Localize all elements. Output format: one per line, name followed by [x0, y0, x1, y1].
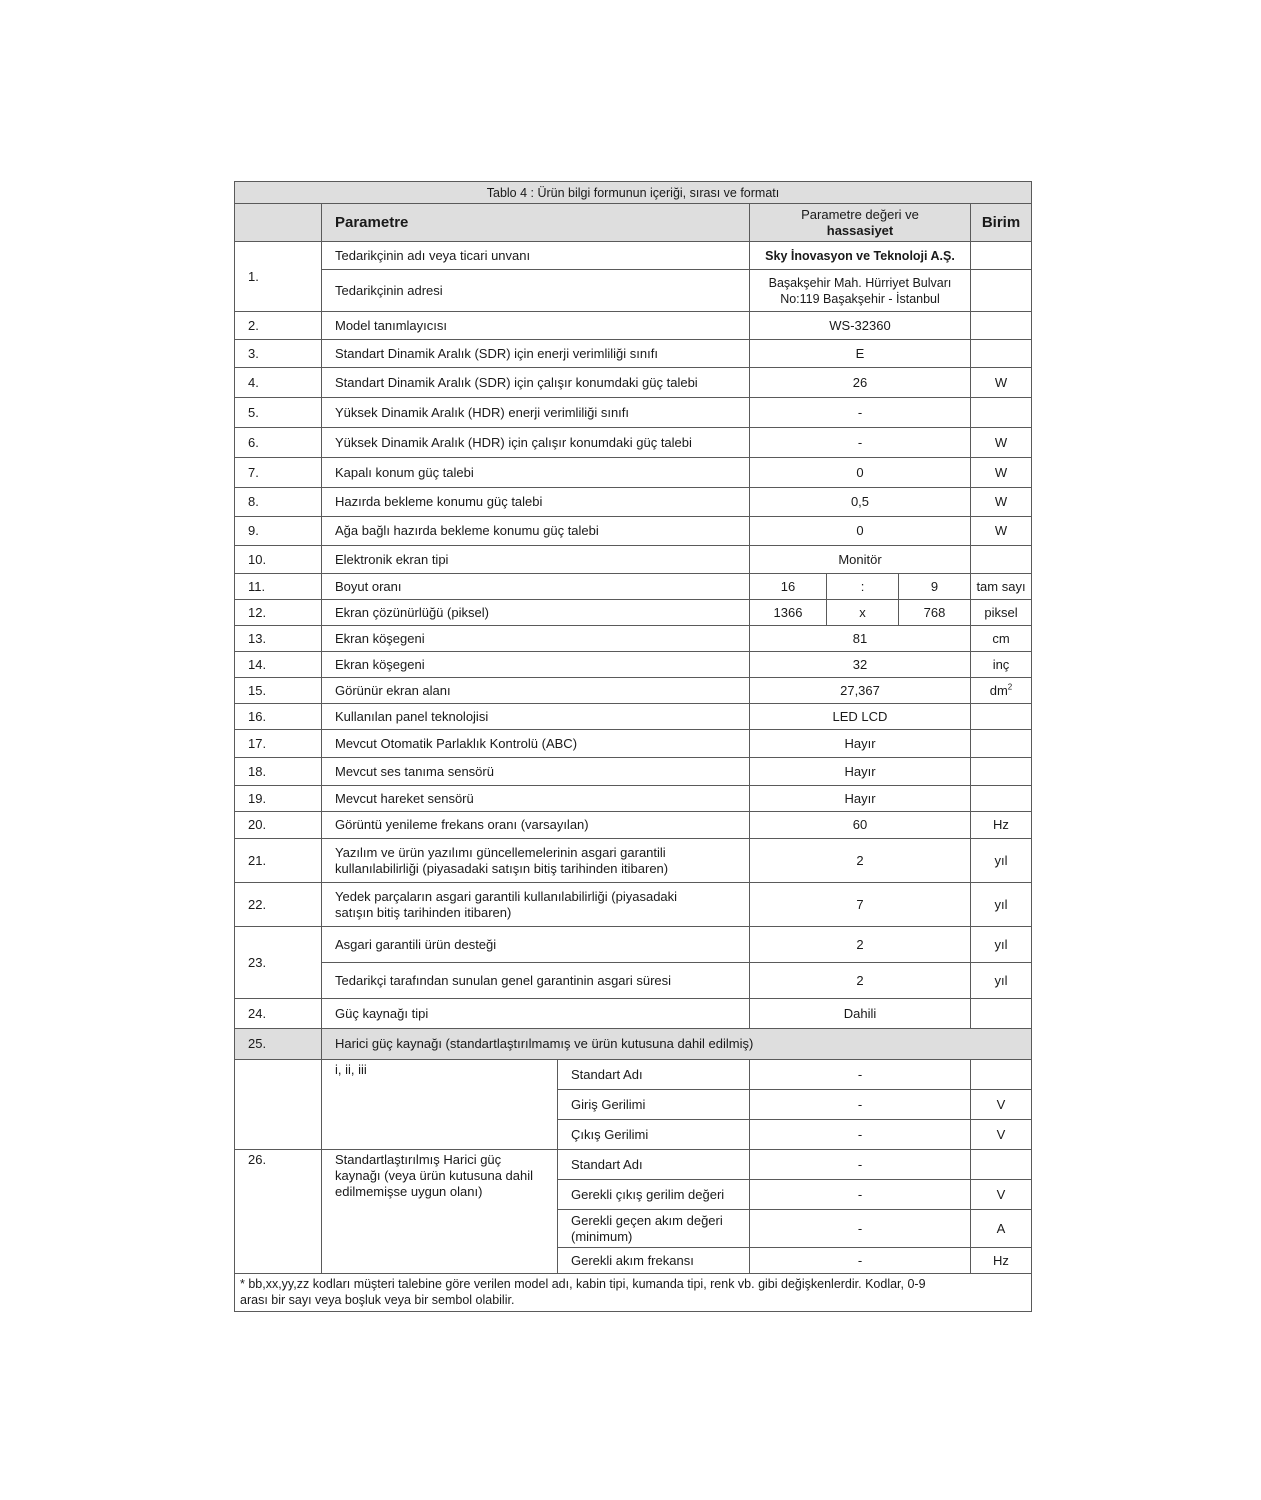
table-row: [235, 488, 1032, 517]
row-parameter: Gerekli çıkış gerilim değeri: [558, 1180, 750, 1210]
table-row: [235, 963, 1032, 999]
row-parameter-line1: Yazılım ve ürün yazılımı güncellemelerinin asgari garantili: [335, 844, 666, 860]
footnote-line2: arası bir sayı veya boşluk veya bir sembol olabilir.: [240, 1293, 515, 1307]
row-parameter: Ağa bağlı hazırda bekleme konumu güç talebi: [322, 517, 750, 546]
row-unit: [971, 312, 1032, 340]
row-unit: W: [971, 517, 1032, 546]
row-unit: [971, 1150, 1032, 1180]
row-unit: yıl: [971, 927, 1032, 963]
table-row: [235, 626, 1032, 652]
table-row: [235, 839, 1032, 883]
row-value: Hayır: [750, 786, 971, 812]
table-row: [235, 368, 1032, 398]
row-unit: [971, 398, 1032, 428]
row-value-separator: :: [827, 574, 899, 600]
header-no: [235, 204, 322, 242]
row-parameter: Boyut oranı: [322, 574, 750, 600]
standard-row: [235, 1150, 1032, 1180]
table-row: [235, 652, 1032, 678]
row-number: 10.: [235, 546, 322, 574]
row-unit: V: [971, 1090, 1032, 1120]
row-parameter: Model tanımlayıcısı: [322, 312, 750, 340]
row-value: Dahili: [750, 999, 971, 1029]
table-row: [235, 398, 1032, 428]
row-parameter: [558, 1210, 750, 1248]
row-parameter: Tedarikçinin adresi: [322, 270, 750, 312]
row-parameter: Kapalı konum güç talebi: [322, 458, 750, 488]
row-unit: [971, 270, 1032, 312]
row-unit: W: [971, 488, 1032, 517]
row-number: 7.: [235, 458, 322, 488]
table-row: [235, 312, 1032, 340]
row-unit: yıl: [971, 883, 1032, 927]
row-value-first: 16: [750, 574, 827, 600]
header-value-line2: hassasiyet: [826, 222, 894, 238]
row-value: Hayır: [750, 730, 971, 758]
row-parameter: Mevcut Otomatik Parlaklık Kontrolü (ABC): [322, 730, 750, 758]
row-value-second: 9: [899, 574, 971, 600]
external-label: i, ii, iii: [322, 1060, 558, 1150]
table-row: [235, 270, 1032, 312]
table-row: [235, 242, 1032, 270]
row-number: 19.: [235, 786, 322, 812]
row-value: 2: [750, 927, 971, 963]
row-unit: Hz: [971, 812, 1032, 839]
row-number: 3.: [235, 340, 322, 368]
row-value: 0,5: [750, 488, 971, 517]
row-number: 16.: [235, 704, 322, 730]
row-unit: tam sayı: [971, 574, 1032, 600]
row-number: 4.: [235, 368, 322, 398]
row-number: 11.: [235, 574, 322, 600]
row-parameter: [322, 839, 750, 883]
row-number: 23.: [235, 927, 322, 999]
row-parameter: Asgari garantili ürün desteği: [322, 927, 750, 963]
row-parameter-line2: (minimum): [571, 1228, 633, 1244]
row-parameter-line1: Gerekli geçen akım değeri: [571, 1212, 723, 1228]
table-row: [235, 1029, 1032, 1060]
table-row: [235, 546, 1032, 574]
row-number: 17.: [235, 730, 322, 758]
row-value-separator: x: [827, 600, 899, 626]
row-value: -: [750, 1120, 971, 1150]
row-number: 21.: [235, 839, 322, 883]
row-unit: [971, 242, 1032, 270]
row-unit: A: [971, 1210, 1032, 1248]
row-number: 6.: [235, 428, 322, 458]
row-value: E: [750, 340, 971, 368]
table-row: [235, 730, 1032, 758]
row-number: 20.: [235, 812, 322, 839]
row-value-second: 768: [899, 600, 971, 626]
table-row: [235, 999, 1032, 1029]
table-row: [235, 574, 1032, 600]
row-number: 5.: [235, 398, 322, 428]
row-parameter: Gerekli akım frekansı: [558, 1248, 750, 1274]
row-unit: [971, 1060, 1032, 1090]
unit-base: dm: [989, 682, 1008, 698]
row-unit: piksel: [971, 600, 1032, 626]
row-parameter: Harici güç kaynağı (standartlaştırılmamış ve ürün kutusuna dahil edilmiş): [322, 1029, 1032, 1060]
row-value: LED LCD: [750, 704, 971, 730]
address-line2: No:119 Başakşehir - İstanbul: [780, 291, 940, 306]
row-value: -: [750, 1150, 971, 1180]
row-number: 12.: [235, 600, 322, 626]
row-value: WS-32360: [750, 312, 971, 340]
row-value: 26: [750, 368, 971, 398]
table-row: [235, 340, 1032, 368]
table-row: [235, 927, 1032, 963]
row-unit: [971, 758, 1032, 786]
row-unit: W: [971, 458, 1032, 488]
header-parameter: Parametre: [322, 204, 750, 242]
row-value-first: 1366: [750, 600, 827, 626]
row-value: 2: [750, 963, 971, 999]
row-value: -: [750, 398, 971, 428]
row-number: 9.: [235, 517, 322, 546]
standard-label-line2: kaynağı (veya ürün kutusuna dahil: [335, 1168, 534, 1183]
row-parameter-line1: Yedek parçaların asgari garantili kullanılabilirliği (piyasadaki: [335, 888, 678, 904]
row-value: -: [750, 1180, 971, 1210]
row-number: 22.: [235, 883, 322, 927]
row-value: -: [750, 428, 971, 458]
row-parameter: Kullanılan panel teknolojisi: [322, 704, 750, 730]
row-unit: [971, 678, 1032, 704]
header-row: [235, 204, 1032, 242]
row-number: 25.: [235, 1029, 322, 1060]
row-unit: V: [971, 1180, 1032, 1210]
row-parameter-line2: kullanılabilirliği (piyasadaki satışın bitiş tarihinden itibaren): [335, 860, 669, 876]
row-number: 18.: [235, 758, 322, 786]
row-parameter: Hazırda bekleme konumu güç talebi: [322, 488, 750, 517]
row-number: 15.: [235, 678, 322, 704]
row-unit: inç: [971, 652, 1032, 678]
row-unit: [971, 730, 1032, 758]
table-row: [235, 812, 1032, 839]
row-value: 32: [750, 652, 971, 678]
table-caption: Tablo 4 : Ürün bilgi formunun içeriği, sırası ve formatı: [235, 182, 1032, 204]
row-value: 0: [750, 517, 971, 546]
table-row: [235, 428, 1032, 458]
header-value: [750, 204, 971, 242]
row-parameter: Ekran köşegeni: [322, 652, 750, 678]
address-line1: Başakşehir Mah. Hürriyet Bulvarı: [768, 275, 952, 290]
row-number: 14.: [235, 652, 322, 678]
row-unit: [971, 786, 1032, 812]
external-row: [235, 1060, 1032, 1090]
row-parameter: Mevcut ses tanıma sensörü: [322, 758, 750, 786]
row-value: Hayır: [750, 758, 971, 786]
unit-superscript: 2: [1007, 682, 1013, 692]
row-parameter: Tedarikçi tarafından sunulan genel garantinin asgari süresi: [322, 963, 750, 999]
standard-label-line1: Standartlaştırılmış Harici güç: [335, 1152, 502, 1167]
row-parameter: Tedarikçinin adı veya ticari unvanı: [322, 242, 750, 270]
row-parameter: Ekran çözünürlüğü (piksel): [322, 600, 750, 626]
row-parameter: Standart Dinamik Aralık (SDR) için enerji verimliliği sınıfı: [322, 340, 750, 368]
row-unit: yıl: [971, 963, 1032, 999]
table-row: [235, 883, 1032, 927]
row-value: 81: [750, 626, 971, 652]
table-row: [235, 517, 1032, 546]
row-parameter: Mevcut hareket sensörü: [322, 786, 750, 812]
row-number: 2.: [235, 312, 322, 340]
header-unit: Birim: [971, 204, 1032, 242]
row-number: 8.: [235, 488, 322, 517]
row-number: 13.: [235, 626, 322, 652]
row-number: 26.: [235, 1150, 322, 1274]
row-parameter: Çıkış Gerilimi: [558, 1120, 750, 1150]
table-row: [235, 758, 1032, 786]
row-unit: V: [971, 1120, 1032, 1150]
row-parameter: Standart Dinamik Aralık (SDR) için çalışır konumdaki güç talebi: [322, 368, 750, 398]
row-unit: W: [971, 428, 1032, 458]
row-value: [750, 270, 971, 312]
row-unit: [971, 704, 1032, 730]
row-value: 7: [750, 883, 971, 927]
row-unit: [971, 340, 1032, 368]
row-parameter: Giriş Gerilimi: [558, 1090, 750, 1120]
table-row: [235, 600, 1032, 626]
standard-label-line3: edilmemişse uygun olanı): [335, 1184, 483, 1199]
row-value: -: [750, 1210, 971, 1248]
row-parameter: Görüntü yenileme frekans oranı (varsayılan): [322, 812, 750, 839]
row-value: 27,367: [750, 678, 971, 704]
table-caption-row: [235, 182, 1032, 204]
table-row: [235, 458, 1032, 488]
table-row: [235, 786, 1032, 812]
standard-label: [322, 1150, 558, 1274]
row-parameter-line2: satışın bitiş tarihinden itibaren): [335, 904, 512, 920]
table-row: [235, 704, 1032, 730]
row-parameter: Ekran köşegeni: [322, 626, 750, 652]
row-unit: yıl: [971, 839, 1032, 883]
footnote: [235, 1274, 1032, 1312]
row-parameter: Standart Adı: [558, 1150, 750, 1180]
footnote-row: [235, 1274, 1032, 1312]
row-unit: [971, 546, 1032, 574]
row-number: 24.: [235, 999, 322, 1029]
row-value: Monitör: [750, 546, 971, 574]
row-value: -: [750, 1090, 971, 1120]
table-row: [235, 678, 1032, 704]
product-info-table: [234, 181, 1032, 1312]
row-value: Sky İnovasyon ve Teknoloji A.Ş.: [750, 242, 971, 270]
row-parameter: Yüksek Dinamik Aralık (HDR) için çalışır konumdaki güç talebi: [322, 428, 750, 458]
external-number: [235, 1060, 322, 1150]
row-value: -: [750, 1060, 971, 1090]
row-parameter: [322, 883, 750, 927]
row-parameter: Güç kaynağı tipi: [322, 999, 750, 1029]
row-parameter: Standart Adı: [558, 1060, 750, 1090]
row-value: -: [750, 1248, 971, 1274]
footnote-line1: * bb,xx,yy,zz kodları müşteri talebine göre verilen model adı, kabin tipi, kumanda tipi, renk vb. gibi değişkenlerdir. Kodlar, 0-9: [240, 1277, 926, 1291]
row-unit: W: [971, 368, 1032, 398]
row-unit: [971, 999, 1032, 1029]
row-unit: cm: [971, 626, 1032, 652]
row-value: 60: [750, 812, 971, 839]
row-value: 2: [750, 839, 971, 883]
header-value-line1: Parametre değeri ve: [801, 206, 919, 222]
row-number: 1.: [235, 242, 322, 312]
row-value: 0: [750, 458, 971, 488]
row-parameter: Görünür ekran alanı: [322, 678, 750, 704]
row-unit: Hz: [971, 1248, 1032, 1274]
row-parameter: Elektronik ekran tipi: [322, 546, 750, 574]
row-parameter: Yüksek Dinamik Aralık (HDR) enerji verimliliği sınıfı: [322, 398, 750, 428]
